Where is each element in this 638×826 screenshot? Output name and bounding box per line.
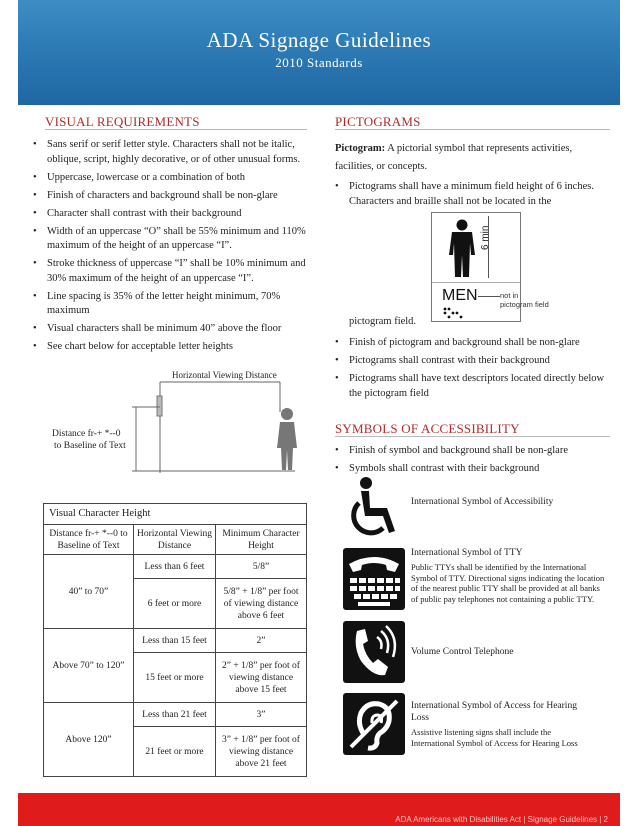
symbol-title: Volume Control Telephone (411, 647, 514, 657)
list-item: • Pictograms shall contrast with their background (335, 354, 615, 369)
list-item: • Uppercase, lowercase or a combination of both (33, 171, 323, 186)
pictogram-list-top (335, 180, 615, 213)
table-cell: Less than 6 feet (134, 555, 216, 579)
list-item: • Symbols shall contrast with their background (335, 462, 615, 477)
list-item: • Finish of symbol and background shall be non-glare (335, 444, 615, 459)
footer-text: ADA Americans with Disabilities Act | Signage Guidelines | 2 (395, 815, 608, 824)
table-cell: Less than 21 feet (134, 703, 216, 727)
list-item: • Sans serif or serif letter style. Characters shall not be italic, oblique, script, highly decorative, or of other unusual forms. (33, 138, 323, 167)
table-cell: 2” (216, 629, 307, 653)
distance-label (52, 428, 126, 452)
distance-label-line-1: Distance fr-+ *--0 (52, 429, 121, 439)
accessibility-list (335, 444, 615, 480)
tty-symbol (343, 548, 405, 610)
symbol-description: Assistive listening signs shall include the International Symbol of Access for Hearing Loss (411, 727, 578, 748)
section-rule (335, 129, 610, 130)
list-item: • Visual characters shall be minimum 40” above the floor (33, 322, 323, 337)
section-rule (335, 436, 610, 437)
callout-line (478, 296, 500, 297)
symbol-title: International Symbol of Accessibility (411, 497, 554, 507)
braille-icon (442, 307, 466, 319)
sign-text: MEN (442, 287, 478, 304)
pictograms-title: PICTOGRAMS (335, 114, 421, 129)
table-cell: 21 feet or more (134, 727, 216, 777)
list-item: • Finish of characters and background shall be non-glare (33, 189, 323, 204)
table-cell: Less than 15 feet (134, 629, 216, 653)
definition-term: Pictogram: (335, 143, 386, 154)
table-cell: 5/8” (216, 555, 307, 579)
hearing-loss-symbol (343, 693, 405, 755)
list-item: • Stroke thickness of uppercase “I” shall be 10% minimum and 30% maximum of the height of an uppercase “I”. (33, 257, 323, 286)
list-item: • Width of an uppercase “O” shall be 55% minimum and 110% maximum of the height of an uppercase “I”. (33, 225, 323, 254)
pictogram-definition (335, 140, 610, 176)
table-header: Distance fr-+ *--0 to Baseline of Text (44, 525, 134, 555)
table-header: Minimum Character Height (216, 525, 307, 555)
visual-requirements-title: VISUAL REQUIREMENTS (45, 114, 200, 129)
ear-icon (343, 693, 405, 755)
symbol-description: Public TTYs shall be identified by the International Symbol of TTY. Directional signs indicating the location of the nearest public TTY shall be provided at all banks of public pay telephones not containing a public TTY. (411, 562, 605, 604)
table-cell: 2” + 1/8” per foot of viewing distance above 15 feet (216, 653, 307, 703)
table-cell: Above 70” to 120” (44, 629, 134, 703)
table-cell: 6 feet or more (134, 579, 216, 629)
volume-phone-icon (343, 621, 405, 683)
table-cell: Above 120” (44, 703, 134, 777)
person-icon (277, 408, 297, 470)
page-subtitle: 2010 Standards (275, 55, 363, 70)
not-in-field-note: not in pictogram field (500, 291, 549, 309)
table-cell: 3” + 1/8” per foot of viewing distance above 21 feet (216, 727, 307, 777)
list-item: • Pictograms shall have text descriptors located directly below the pictogram field (335, 372, 615, 401)
page-title: ADA Signage Guidelines (206, 28, 432, 52)
table-cell: 5/8” + 1/8” per foot of viewing distance above 6 feet (216, 579, 307, 629)
table-header: Horizontal Viewing Distance (134, 525, 216, 555)
volume-control-symbol (343, 621, 405, 683)
list-item: • Line spacing is 35% of the letter height minimum, 70% maximum (33, 290, 323, 319)
table-caption: Visual Character Height (44, 504, 307, 525)
page-header (18, 0, 620, 105)
accessibility-title: SYMBOLS OF ACCESSIBILITY (335, 421, 520, 436)
horizontal-distance-label: Horizontal Viewing Distance (172, 370, 277, 380)
bullet-continuation: pictogram field. (349, 316, 417, 327)
page-footer (18, 793, 620, 826)
table-cell: 3” (216, 703, 307, 727)
pictogram-list (335, 336, 615, 405)
list-item: • Pictograms shall have a minimum field height of 6 inches. Characters and braille shall not be located in the (335, 180, 615, 209)
man-icon (446, 219, 478, 279)
dimension-label: 6 min (480, 225, 491, 250)
symbol-title: International Symbol of Access for Hearing Loss (411, 701, 577, 723)
list-item: • Finish of pictogram and background shall be non-glare (335, 336, 615, 351)
table-cell: 15 feet or more (134, 653, 216, 703)
list-item: • See chart below for acceptable letter heights (33, 340, 323, 355)
definition-text: A pictorial symbol that represents activities, facilities, or concepts. (335, 143, 573, 172)
tty-icon (343, 548, 405, 610)
distance-label-line-2: to Baseline of Text (54, 441, 126, 451)
visual-requirements-list (33, 138, 323, 358)
list-item: • Character shall contrast with their background (33, 207, 323, 222)
wheelchair-icon (345, 476, 405, 542)
table-cell: 40” to 70” (44, 555, 134, 629)
character-height-table (43, 503, 307, 777)
symbol-title: International Symbol of TTY (411, 548, 523, 558)
section-rule (45, 129, 307, 130)
